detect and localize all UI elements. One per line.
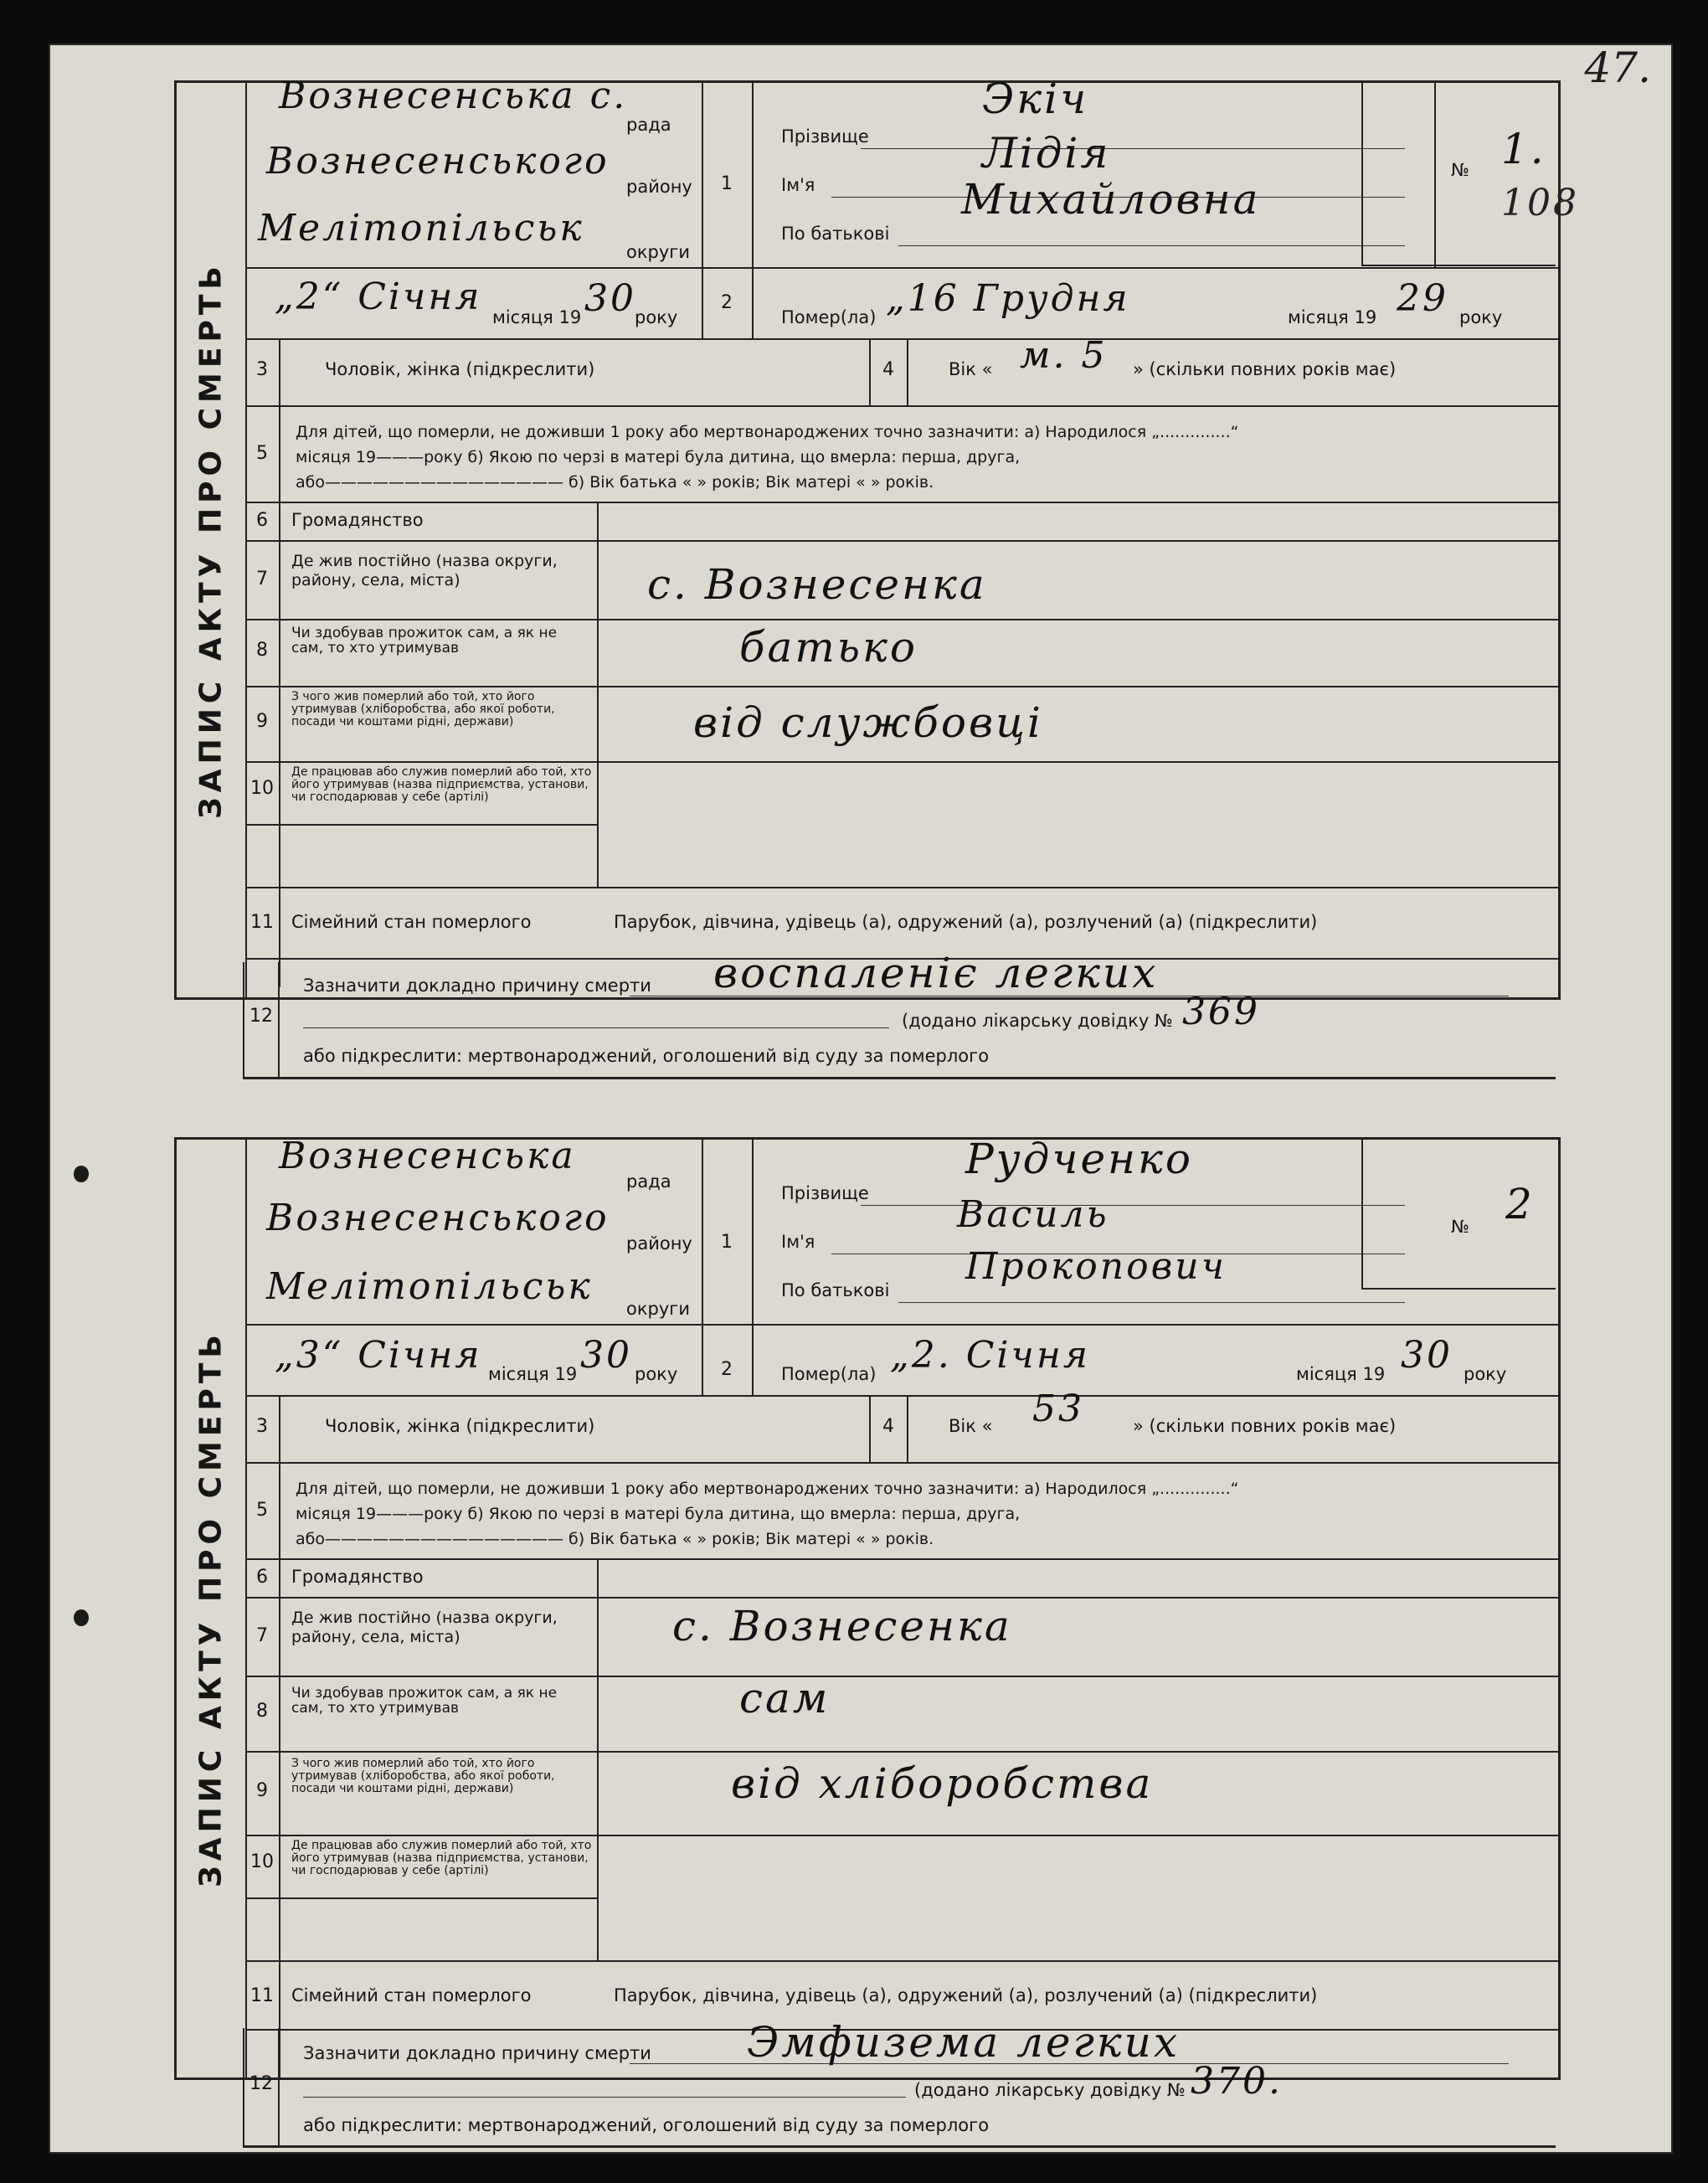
certificate-label: (додано лікарську довідку № (914, 2080, 1186, 2100)
workplace-label: Де працював або служив померлий або той, хто його утримував (назва підприємства, установи, чи господарював у себе (артілі) (291, 1839, 592, 1877)
residence-value: с. Вознесенка (672, 1602, 1012, 1650)
citizenship-label: Громадянство (291, 510, 424, 530)
cause-label: Зазначити докладно причину смерти (303, 976, 651, 996)
marital-options: Парубок, дівчина, удівець (а), одружений (а), розлучений (а) (підкреслити) (614, 1985, 1318, 2005)
row-number: 12 (250, 1006, 273, 1027)
children-info: Для дітей, що померли, не доживши 1 року або мертвонароджених точно зазначити: а) Народилося „..............“ місяця 19———року б) Якою по черзі в матері була дитина, що вмерла: перша, друга, або——————————————— б) Вік батька « » років; Вік матері « » років. (296, 1480, 1239, 1548)
raion-value: Вознесенського (266, 1197, 610, 1239)
raion-value: Вознесенського (266, 140, 610, 183)
death-label: Помер(ла) (781, 307, 877, 327)
record-number-box (1361, 1137, 1556, 1290)
cause-label: Зазначити докладно причину смерти (303, 2043, 651, 2063)
death-label: Помер(ла) (781, 1364, 877, 1384)
children-info: Для дітей, що померли, не доживши 1 року або мертвонароджених точно зазначити: а) Народилося „..............“ місяця 19———року б) Якою по черзі в матері була дитина, що вмерла: перша, друга, або——————————————— б) Вік батька « » років; Вік матері « » років. (296, 423, 1239, 492)
roku-label: року (1464, 1364, 1507, 1384)
row-number: 11 (250, 1985, 274, 2006)
patronymic-value: Прокопович (965, 1245, 1227, 1288)
misiatsia-label: місяця 19 (488, 1364, 578, 1384)
support-value: сам (739, 1674, 831, 1722)
surname-value: Рудченко (965, 1135, 1193, 1183)
patronymic-value: Михайловна (961, 175, 1261, 224)
registration-date: „3“ Січня (275, 1334, 482, 1377)
row-number: 2 (721, 1359, 733, 1380)
certificate-value: 370. (1191, 2060, 1283, 2103)
raion-label: району (626, 177, 692, 197)
age-value: м. 5 (1020, 334, 1108, 377)
row-number: 3 (256, 1416, 268, 1437)
row-number: 1 (721, 173, 733, 194)
rada-label: рада (626, 1171, 671, 1192)
surname-label: Прізвище (781, 1183, 869, 1203)
roku-label: року (635, 307, 678, 327)
cause-value: Эмфизема легких (747, 2018, 1181, 2067)
record-number: 1. (1501, 125, 1546, 173)
row-number: 11 (250, 912, 274, 933)
livelihood-label: З чого жив померлий або той, хто його утримував (хліборобства, або якої роботи, посади чи коштами рідні, держави) (291, 1757, 555, 1795)
age-label: Вік « (949, 359, 993, 379)
rada-value: Вознесенська с. (279, 75, 628, 117)
record-side-title: ЗАПИС АКТУ ПРО СМЕРТЬ (177, 83, 247, 997)
marital-options: Парубок, дівчина, удівець (а), одружений (а), розлучений (а) (підкреслити) (614, 912, 1318, 932)
certificate-label: (додано лікарську довідку № (902, 1011, 1173, 1031)
row-number: 4 (882, 1416, 894, 1437)
row-number: 10 (250, 1851, 274, 1872)
page-number: 47. (1584, 44, 1651, 92)
row-number: 4 (882, 359, 894, 380)
record-number-label: № (1451, 160, 1469, 180)
death-record-1 (174, 75, 1579, 1000)
record-number: 2 (1505, 1180, 1535, 1228)
record-number-box (1361, 80, 1556, 266)
support-label: Чи здобував прожиток сам, а як не сам, то хто утримував (291, 625, 558, 656)
okrug-value: Мелітопільськ (258, 207, 584, 250)
row-number: 6 (256, 510, 268, 531)
rada-value: Вознесенська (279, 1135, 576, 1177)
record-side-title: ЗАПИС АКТУ ПРО СМЕРТЬ (177, 1140, 247, 2077)
registration-date: „2“ Січня (275, 275, 482, 318)
death-date-value: „16 Грудня (886, 277, 1130, 320)
row-number: 3 (256, 359, 268, 380)
patronymic-label: По батькові (781, 224, 890, 244)
age-value: 53 (1032, 1388, 1084, 1430)
roku-label: року (1459, 307, 1503, 327)
row-number: 9 (256, 1780, 268, 1801)
row-number: 1 (721, 1232, 733, 1253)
residence-label: Де жив постійно (назва округи, району, села, міста) (291, 552, 558, 590)
certificate-value: 369 (1182, 991, 1260, 1033)
raion-label: району (626, 1233, 692, 1254)
okrug-value: Мелітопільськ (266, 1265, 593, 1308)
row-number: 7 (256, 1625, 268, 1646)
roku-label: року (635, 1364, 678, 1384)
surname-value: Экіч (982, 75, 1089, 123)
punch-hole (74, 1166, 89, 1182)
misiatsia-label: місяця 19 (1288, 307, 1377, 327)
row-number: 9 (256, 711, 268, 732)
row-number: 8 (256, 1701, 268, 1722)
row-number: 5 (256, 1500, 268, 1521)
cause-value: воспаленіє легких (713, 949, 1159, 997)
name-value: Лідія (982, 129, 1111, 178)
okrug-label: округи (626, 242, 690, 262)
row-number: 2 (721, 292, 733, 313)
death-record-2 (174, 1137, 1561, 2080)
row-number: 5 (256, 443, 268, 464)
citizenship-label: Громадянство (291, 1567, 424, 1587)
livelihood-value: від хліборобства (731, 1759, 1154, 1808)
stillborn-label: або підкреслити: мертвонароджений, оголошений від суду за померлого (303, 1046, 990, 1066)
residence-value: с. Вознесенка (647, 560, 987, 609)
residence-label: Де жив постійно (назва округи, району, села, міста) (291, 1609, 558, 1646)
row-number: 7 (256, 569, 268, 590)
row-number: 10 (250, 778, 274, 799)
support-value: батько (739, 623, 918, 672)
row-12-record-2 (243, 2018, 1556, 2148)
sex-label: Чоловік, жінка (підкреслити) (325, 359, 595, 379)
registration-year: 30 (584, 277, 636, 320)
misiatsia-label: місяця 19 (492, 307, 582, 327)
livelihood-value: від службовці (693, 698, 1043, 747)
document-page (49, 44, 1673, 2154)
age-tail-label: » (скільки повних років має) (1133, 1416, 1397, 1436)
support-label: Чи здобував прожиток сам, а як не сам, то хто утримував (291, 1685, 558, 1717)
okrug-label: округи (626, 1299, 690, 1319)
row-12-record-1 (243, 949, 1556, 1079)
sex-label: Чоловік, жінка (підкреслити) (325, 1416, 595, 1436)
death-date-value: „2. Січня (890, 1334, 1090, 1377)
name-label: Ім'я (781, 175, 815, 195)
rada-label: рада (626, 115, 671, 135)
death-year-value: 29 (1397, 277, 1448, 320)
age-label: Вік « (949, 1416, 993, 1436)
record-number-secondary: 108 (1501, 182, 1579, 224)
row-number: 8 (256, 640, 268, 661)
row-number: 6 (256, 1567, 268, 1588)
livelihood-label: З чого жив померлий або той, хто його утримував (хліборобства, або якої роботи, посади чи коштами рідні, держави) (291, 690, 555, 729)
stillborn-label: або підкреслити: мертвонароджений, оголошений від суду за померлого (303, 2115, 990, 2135)
name-label: Ім'я (781, 1232, 815, 1252)
misiatsia-label: місяця 19 (1296, 1364, 1386, 1384)
name-value: Василь (957, 1193, 1109, 1236)
surname-label: Прізвище (781, 126, 869, 147)
age-tail-label: » (скільки повних років має) (1133, 359, 1397, 379)
marital-label: Сімейний стан померлого (291, 1985, 532, 2005)
patronymic-label: По батькові (781, 1280, 890, 1300)
marital-label: Сімейний стан померлого (291, 912, 532, 932)
registration-year: 30 (580, 1334, 632, 1377)
record-number-label: № (1451, 1217, 1469, 1237)
death-year-value: 30 (1401, 1334, 1453, 1377)
row-number: 12 (250, 2073, 273, 2094)
workplace-label: Де працював або служив померлий або той, хто його утримував (назва підприємства, установи, чи господарював у себе (артілі) (291, 765, 592, 804)
punch-hole (74, 1609, 89, 1626)
